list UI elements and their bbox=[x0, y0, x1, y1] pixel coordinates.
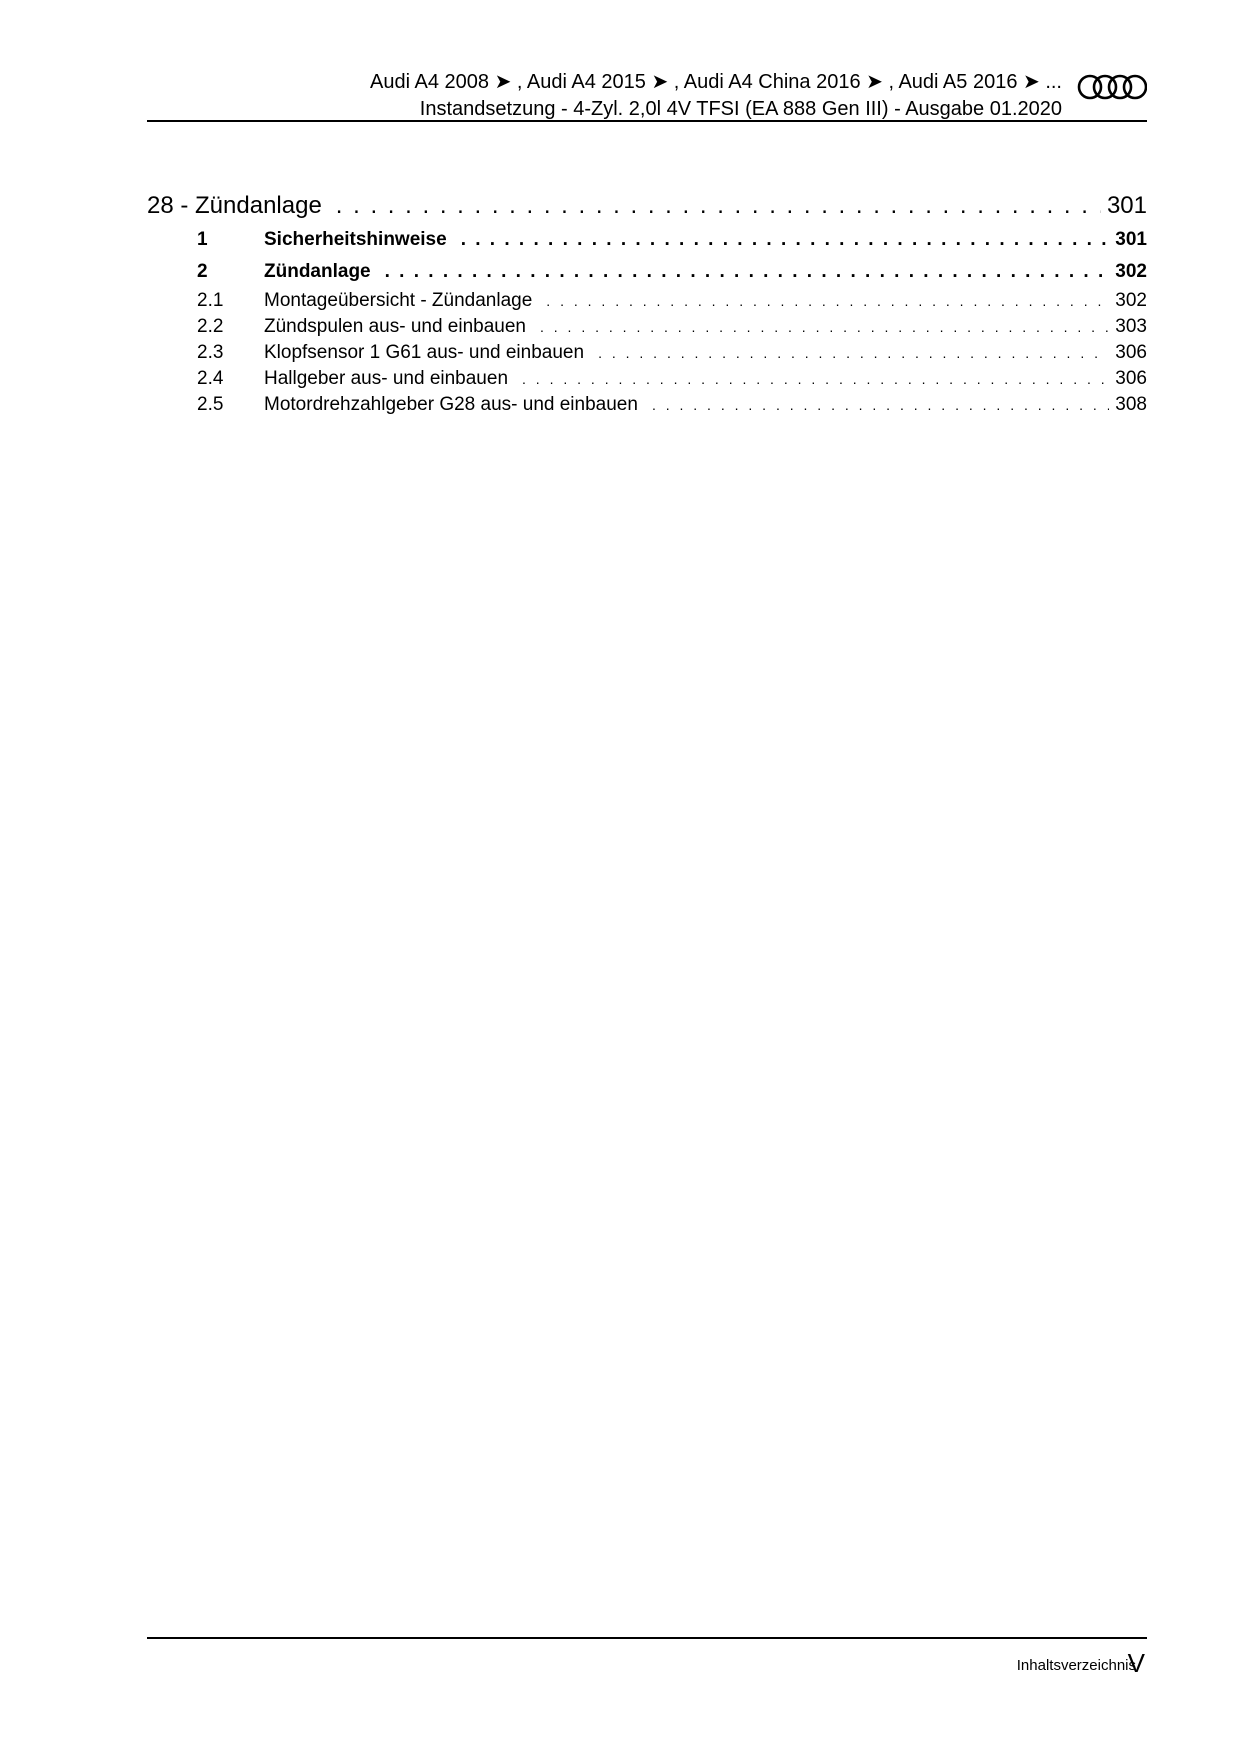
toc-section-entry[interactable] bbox=[147, 224, 1147, 256]
toc-subsection-number: 2.2 bbox=[197, 316, 224, 337]
toc-leader-dots bbox=[540, 314, 1109, 340]
toc-chapter-title: 28 - Zündanlage bbox=[147, 192, 322, 219]
header-vehicle-models: Audi A4 2008 ➤ , Audi A4 2015 ➤ , Audi A4 China 2016 ➤ , Audi A5 2016 ➤ ... bbox=[370, 71, 1062, 93]
toc-subsection-number: 2.3 bbox=[197, 342, 224, 363]
toc-subsection-entry[interactable] bbox=[147, 314, 1147, 340]
toc-section-page: 302 bbox=[1115, 261, 1147, 282]
toc-subsection-title: Montageübersicht - Zündanlage bbox=[264, 290, 533, 311]
toc-subsection-entry[interactable] bbox=[147, 288, 1147, 314]
toc-section-title: Sicherheitshinweise bbox=[264, 229, 447, 250]
toc-leader-dots bbox=[598, 340, 1109, 366]
audi-rings-logo-icon bbox=[1077, 73, 1147, 101]
toc-subsection-page: 303 bbox=[1115, 316, 1147, 337]
toc-subsection-title: Klopfsensor 1 G61 aus- und einbauen bbox=[264, 342, 585, 363]
toc-chapter-page: 301 bbox=[1106, 192, 1147, 219]
toc-leader-dots bbox=[546, 288, 1109, 314]
toc-leader-dots bbox=[336, 190, 1101, 222]
toc-subsection-page: 308 bbox=[1115, 394, 1147, 415]
toc-subsection-entry[interactable] bbox=[147, 366, 1147, 392]
toc-section-number: 2 bbox=[197, 261, 208, 282]
toc-subsection-number: 2.1 bbox=[197, 290, 224, 311]
toc-subsection-number: 2.5 bbox=[197, 394, 224, 415]
toc-leader-dots bbox=[385, 256, 1110, 288]
toc-section-number: 1 bbox=[197, 229, 208, 250]
toc-section-page: 301 bbox=[1115, 229, 1147, 250]
toc-subsection-number: 2.4 bbox=[197, 368, 224, 389]
header-divider bbox=[147, 120, 1147, 122]
header-manual-title: Instandsetzung - 4-Zyl. 2,0l 4V TFSI (EA 888 Gen III) - Ausgabe 01.2020 bbox=[419, 98, 1062, 120]
footer-page-number: V bbox=[1127, 1648, 1145, 1678]
toc-subsection-page: 302 bbox=[1115, 290, 1147, 311]
toc-subsection-entry[interactable] bbox=[147, 392, 1147, 418]
footer-section-label: Inhaltsverzeichnis bbox=[1016, 1657, 1136, 1674]
toc-leader-dots bbox=[461, 224, 1110, 256]
toc-subsection-entry[interactable] bbox=[147, 340, 1147, 366]
toc-section-entry[interactable] bbox=[147, 256, 1147, 288]
toc-leader-dots bbox=[522, 366, 1109, 392]
toc-subsection-title: Hallgeber aus- und einbauen bbox=[264, 368, 509, 389]
footer-divider bbox=[147, 1637, 1147, 1639]
toc-subsection-page: 306 bbox=[1115, 342, 1147, 363]
toc-subsection-page: 306 bbox=[1115, 368, 1147, 389]
toc-leader-dots bbox=[652, 392, 1109, 418]
toc-subsection-title: Zündspulen aus- und einbauen bbox=[264, 316, 526, 337]
toc-chapter-entry[interactable] bbox=[147, 190, 1147, 222]
table-of-contents bbox=[147, 190, 1147, 418]
toc-subsection-title: Motordrehzahlgeber G28 aus- und einbauen bbox=[264, 394, 638, 415]
toc-section-title: Zündanlage bbox=[264, 261, 371, 282]
